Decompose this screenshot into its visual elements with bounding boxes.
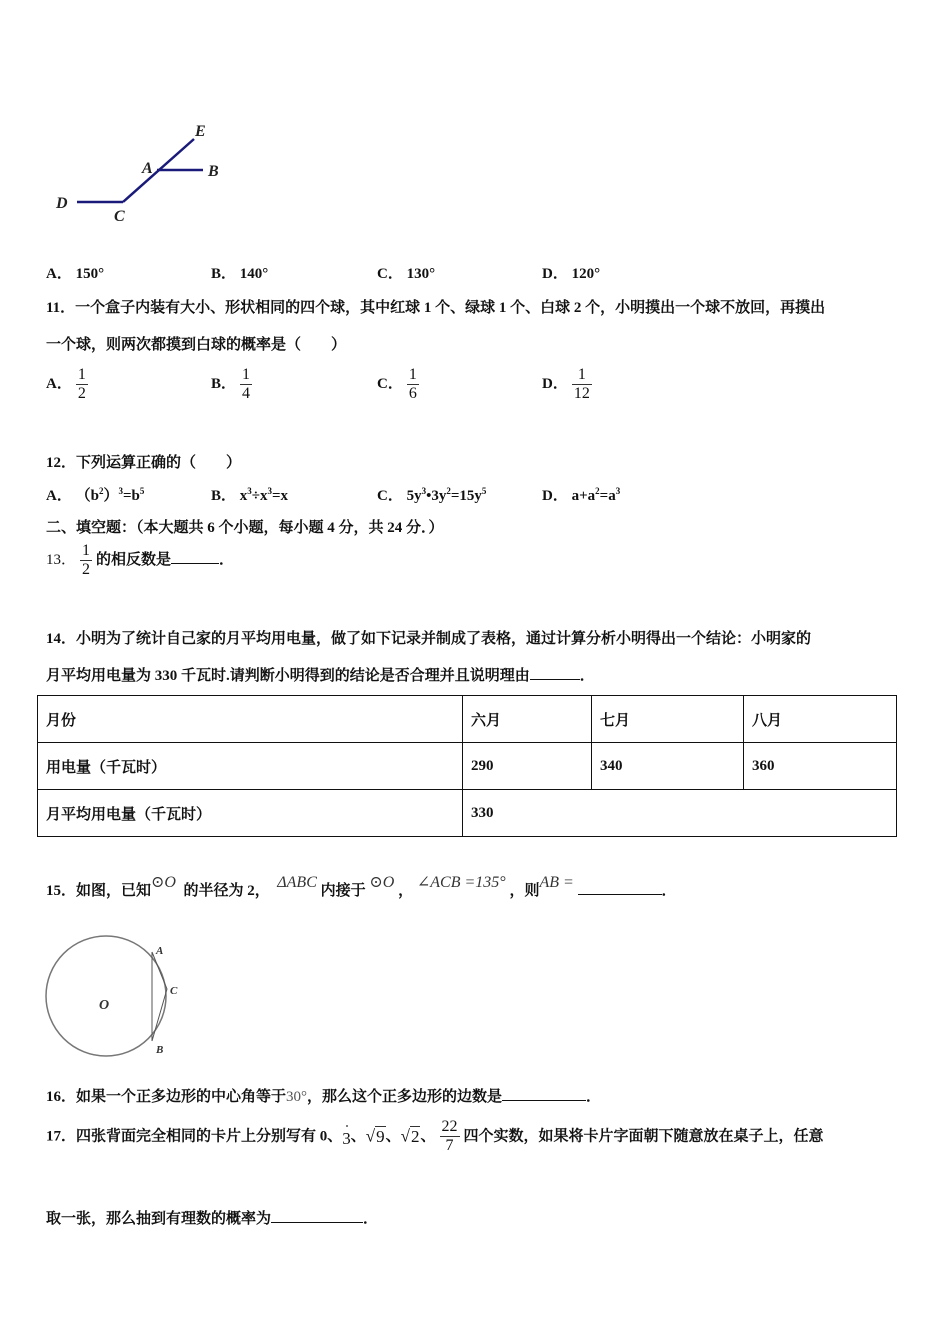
math: ΔABC [277,874,317,891]
digit: 3 [342,1128,351,1148]
option-value: 150° [75,266,105,282]
math: ⊙O [369,874,395,891]
q17-stem-line1 [46,1118,824,1155]
label-a: A [156,945,164,957]
q10-option-d[interactable] [542,262,600,283]
numerator: 22 [441,1118,458,1135]
fraction [572,366,592,403]
q-number: 13． [46,551,77,568]
table-cell: 360 [744,743,897,790]
t: •3y [426,488,447,504]
sqrt-2: √2 [400,1126,420,1146]
t: （b [75,488,99,504]
q17-stem-line2: 取一张，那么抽到有理数的概率为 ． [46,1207,378,1228]
fraction [76,366,88,403]
q11-stem-line2: 一个球，则两次都摸到白球的概率是（ ） [46,337,347,353]
label-b: B [208,163,219,180]
q16-stem: 16．如果一个正多边形的中心角等于30°，那么这个正多边形的边数是 ． [46,1085,601,1106]
label-o: O [99,998,110,1013]
answer-blank[interactable] [530,665,580,680]
table-header-row [38,696,897,743]
repeating-decimal [342,1125,351,1149]
q12-stem: 12．下列运算正确的（ ） [46,455,242,471]
option-value: 140° [239,266,269,282]
label-b: B [156,1044,164,1056]
q11-stem-line1: 11．一个盒子内装有大小、形状相同的四个球，其中红球 1 个、绿球 1 个、白球 2 个，小明摸出一个球不放回，再摸出 [46,300,826,316]
table-cell: 八月 [744,696,897,743]
q12-option-a[interactable] [46,484,144,505]
q10-option-c[interactable] [377,262,435,283]
option-key: A． [46,266,72,282]
label-a: A [142,160,153,177]
t: =15y [450,488,482,504]
repeat-dot-mark [346,1125,348,1127]
answer-blank[interactable] [502,1086,586,1101]
q12-option-c[interactable] [377,484,486,505]
table-cell: 月份 [38,696,463,743]
option-key: B． [211,488,237,504]
text: ，那么这个正多边形的边数是 [307,1089,503,1105]
section-2-heading: 二、填空题：（本大题共 6 个小题，每小题 4 分，共 24 分．） [46,520,444,536]
label-d: D [56,195,68,212]
denominator: 4 [242,385,251,402]
sep: 、 [385,1128,401,1145]
exp: 2 [595,486,600,496]
text: 内接于 [320,883,366,899]
q12-option-d[interactable] [542,484,620,505]
t: ÷x [251,488,268,504]
option-key: A． [46,375,72,392]
q11-option-c[interactable] [377,366,423,403]
angle-figure [50,118,230,228]
exp: 3 [267,486,272,496]
math: 30° [286,1089,308,1105]
numerator: 1 [572,366,592,385]
fraction [407,366,419,403]
table-cell: 290 [463,743,592,790]
denominator: 2 [77,385,86,402]
text: 17．四张背面完全相同的卡片上分别写有 0、 [46,1128,343,1145]
fraction [440,1118,460,1155]
t: =a [599,488,616,504]
radicand: 2 [410,1126,420,1146]
sep: 、 [350,1128,366,1145]
exp: 5 [139,486,145,496]
table-cell: 330 [463,790,897,837]
answer-blank[interactable] [171,549,219,564]
text: 取一张，那么抽到有理数的概率为 [46,1211,272,1227]
electricity-table [37,695,897,837]
segments-acb [152,952,167,1041]
exp: 3 [615,486,621,496]
t: ） [103,488,119,504]
q12-option-b[interactable] [211,484,288,505]
exp: 3 [421,486,427,496]
option-key: B． [211,375,237,392]
option-key: C． [377,375,403,392]
exp: 3 [247,486,252,496]
option-key: B． [211,266,237,282]
q14-text: 月平均用电量为 330 千瓦时.请判断小明得到的结论是否合理并且说明理由 [46,668,530,684]
exp: 3 [118,486,123,496]
table-row [38,743,897,790]
circle-o [46,936,166,1056]
q15-stem: 15．如图，已知⊙O 的半径为 2， ΔABC 内接于 ⊙O ， ∠ACB =135° ，则AB = ． [46,874,677,899]
sep: 、 [420,1128,436,1145]
math: ∠ACB =135° [416,874,506,891]
option-key: C． [377,266,403,282]
numerator: 1 [408,366,417,383]
numerator: 1 [77,366,86,383]
text: ，则 [509,883,540,899]
t: a+a [571,488,596,504]
circle-figure [44,932,189,1060]
option-value: 120° [571,266,601,282]
fraction [240,366,252,403]
label-c: C [114,208,125,225]
q11-option-b[interactable] [211,366,256,403]
exp: 2 [446,486,451,496]
q14-line1: 14．小明为了统计自己家的月平均用电量，做了如下记录并制成了表格，通过计算分析小明得出一个结论：小明家的 [46,631,812,647]
exp: 5 [481,486,487,496]
option-key: A． [46,488,72,504]
denominator: 2 [82,561,91,578]
q14-line2: 月平均用电量为 330 千瓦时.请判断小明得到的结论是否合理并且说明理由 ． [46,664,595,685]
table-cell: 月平均用电量（千瓦时） [38,790,463,837]
answer-blank[interactable] [271,1208,363,1223]
answer-blank[interactable] [578,880,662,895]
option-key: D． [542,266,568,282]
option-key: D． [542,375,568,392]
text: 16．如果一个正多边形的中心角等于 [46,1089,287,1105]
q13-text: 的相反数是 [96,551,172,568]
t: x [239,488,248,504]
table-row [38,790,897,837]
numerator: 1 [82,542,91,559]
text: 的半径为 2， [183,883,270,899]
table-cell: 340 [592,743,744,790]
numerator: 1 [242,366,251,383]
math: AB = [539,874,574,891]
text: 四个实数，如果将卡片字面朝下随意放在桌子上，任意 [463,1128,824,1145]
table-cell: 七月 [592,696,744,743]
option-key: C． [377,488,403,504]
table-cell: 用电量（千瓦时） [38,743,463,790]
q10-option-b[interactable] [211,262,268,283]
table-cell: 六月 [463,696,592,743]
q11-option-a[interactable] [46,366,92,403]
math: ⊙O [151,874,176,891]
option-value: 130° [406,266,436,282]
q13: 13． $\frac{1}{2}$ 的相反数是 ． [46,542,235,578]
label-e: E [195,123,206,140]
text: 15．如图，已知 [46,883,152,899]
text: ， [398,883,414,899]
denominator: 6 [408,385,417,402]
fraction [80,542,92,579]
label-c: C [170,985,178,997]
denominator: 12 [573,385,590,402]
q10-option-a[interactable] [46,262,104,283]
sqrt-9: √9 [365,1126,385,1146]
q11-option-d[interactable] [542,366,596,403]
t: 5y [406,488,422,504]
option-key: D． [542,488,568,504]
radicand: 9 [376,1126,385,1146]
t: =x [272,488,289,504]
denominator: 7 [445,1137,454,1154]
t: =b [122,488,140,504]
exp: 2 [98,486,104,496]
